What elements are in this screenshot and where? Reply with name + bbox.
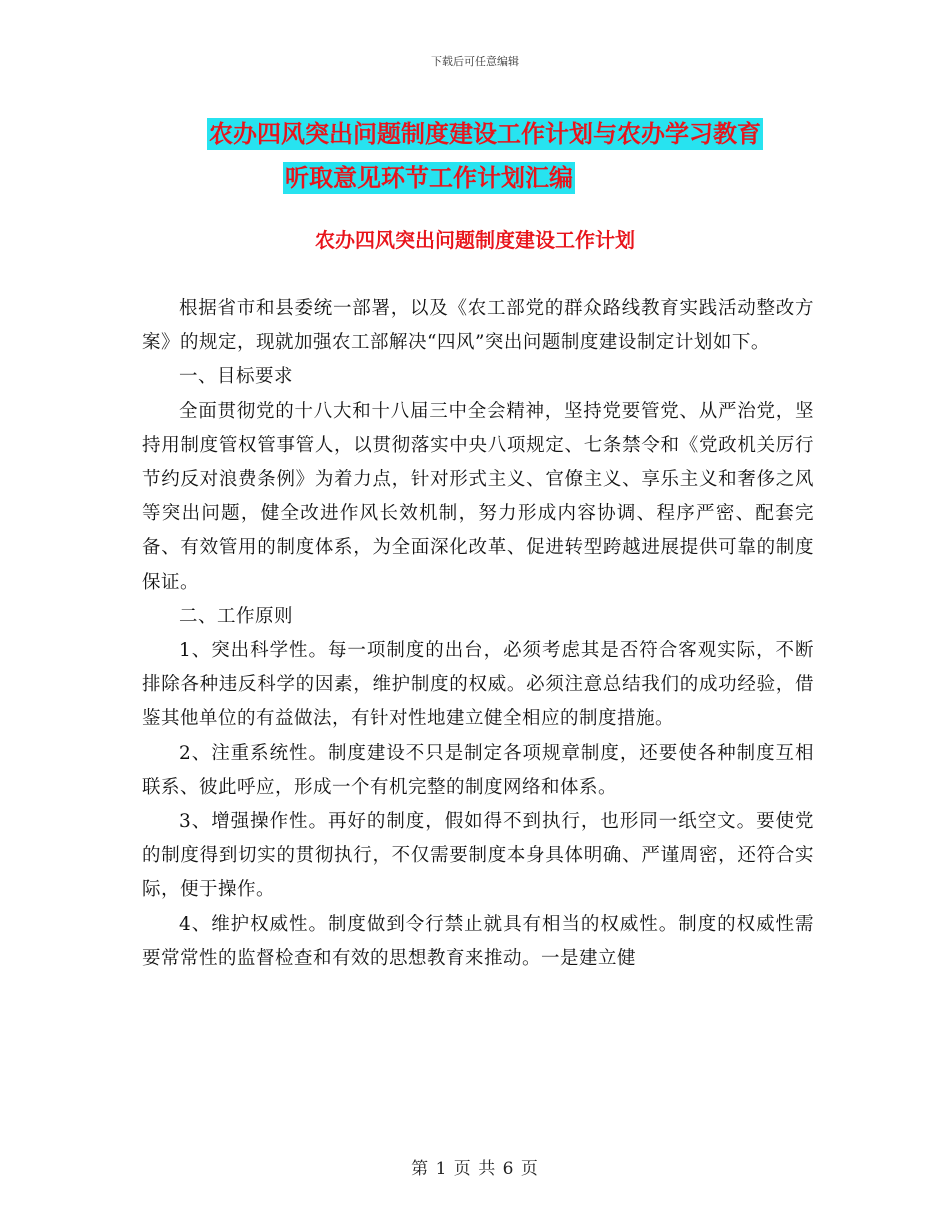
- title-highlight-2: 听取意见环节工作计划汇编: [285, 164, 573, 192]
- document-title-line-1: [20, 112, 950, 156]
- paragraph-principle-1: 1、突出科学性。每一项制度的出台，必须考虑其是否符合客观实际，不断排除各种违反科学的因素，维护制度的权威。必须注意总结我们的成功经验，借鉴其他单位的有益做法，有针对性地建立健全相应的制度措施。: [142, 640, 814, 730]
- document-title: [0, 112, 950, 200]
- heading-principles: 二、工作原则: [179, 605, 294, 627]
- document-title-line-2: [0, 156, 950, 200]
- section-title: 农办四风突出问题制度建设工作计划: [315, 228, 635, 252]
- document-body: [142, 292, 814, 976]
- paragraph-principle-3: 3、增强操作性。再好的制度，假如得不到执行，也形同一纸空文。要使党的制度得到切实的贯彻执行，不仅需要制度本身具体明确、严谨周密，还符合实际，便于操作。: [142, 811, 814, 901]
- paragraph-principle-2: 2、注重系统性。制度建设不只是制定各项规章制度，还要使各种制度互相联系、彼此呼应，形成一个有机完整的制度网络和体系。: [142, 742, 814, 798]
- heading-goals: 一、目标要求: [179, 366, 294, 388]
- paragraph-principle-4: 4、维护权威性。制度做到令行禁止就具有相当的权威性。制度的权威性需要常常性的监督检查和有效的思想教育来推动。一是建立健: [142, 913, 814, 969]
- paragraph-goals: 全面贯彻党的十八大和十八届三中全会精神，坚持党要管党、从严治党，坚持用制度管权管事管人，以贯彻落实中央八项规定、七条禁令和《党政机关厉行节约反对浪费条例》为着力点，针对形式主义、官僚主义、享乐主义和奢侈之风等突出问题，健全改进作风长效机制，努力形成内容协调、程序严密、配套完备、有效管用的制度体系，为全面深化改革、促进转型跨越进展提供可靠的制度保证。: [142, 400, 814, 593]
- title-highlight-1: 农办四风突出问题制度建设工作计划与农办学习教育: [209, 120, 761, 148]
- page-header-note: 下载后可任意编辑: [431, 55, 519, 68]
- paragraph-intro: 根据省市和县委统一部署，以及《农工部党的群众路线教育实践活动整改方案》的规定，现就加强农工部解决“四风”突出问题制度建设制定计划如下。: [142, 298, 814, 354]
- page-footer: 第 1 页 共 6 页: [411, 1159, 539, 1179]
